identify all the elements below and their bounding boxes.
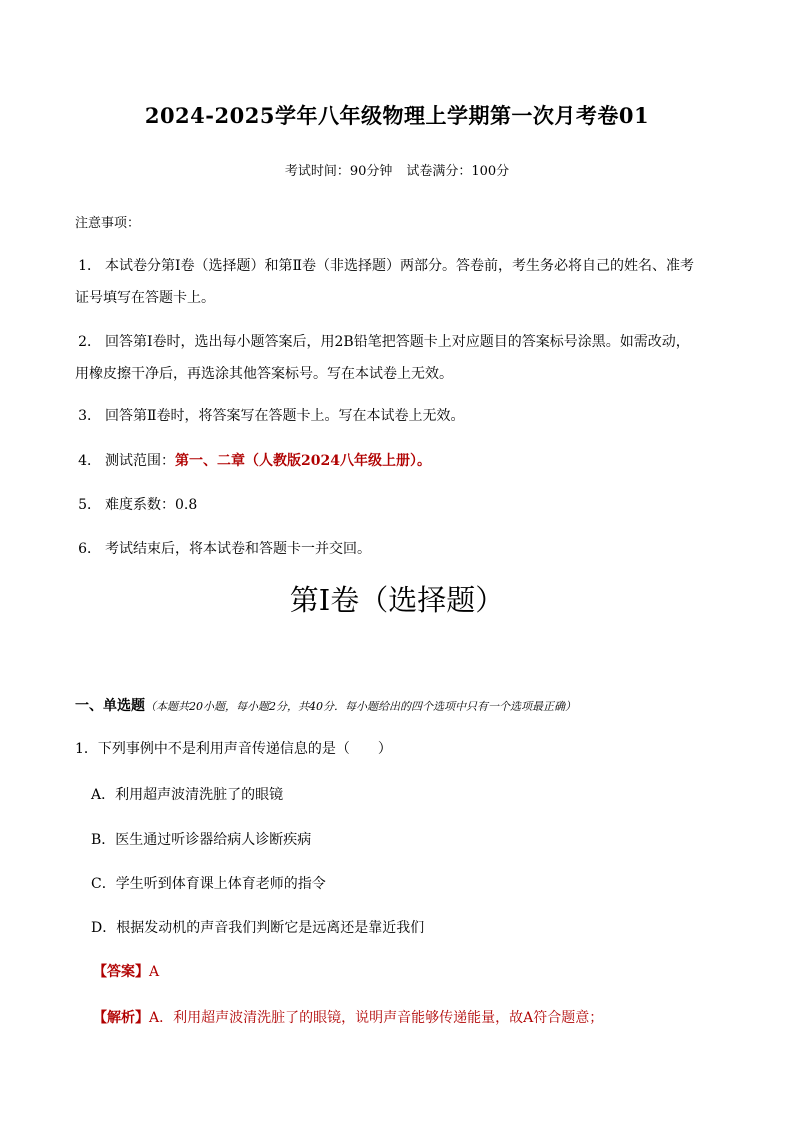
note-text-continued: 证号填写在答题卡上。 [75,290,215,306]
note-number: 2． [78,334,101,350]
option-a: A．利用超声波清洗脏了的眼镜 [91,787,284,803]
note-number: 1． [78,258,101,274]
note-item-4 [75,445,725,477]
option-d: D．根据发动机的声音我们判断它是远离还是靠近我们 [91,920,425,936]
question-stem: 1．下列事例中不是利用声音传递信息的是（ ） [75,741,392,757]
note-number: 4． [78,453,101,469]
analysis-tag: 【解析】 [93,1010,149,1026]
answer-value: A [149,964,160,980]
note-item-6 [75,533,725,565]
answer-line [93,961,159,981]
note-text: 回答第Ⅰ卷时，选出每小题答案后，用2B铅笔把答题卡上对应题目的答案标号涂黑。如需改动， [105,334,690,350]
note-text: 考试结束后，将本试卷和答题卡一并交回。 [105,541,371,557]
exam-info [0,160,794,179]
option-b: B．医生通过听诊器给病人诊断疾病 [91,832,312,848]
part-heading-label: 一、单选题 [75,698,145,714]
note-text-continued: 用橡皮擦干净后，再选涂其他答案标号。写在本试卷上无效。 [75,366,453,382]
section-title: 第Ⅰ卷（选择题） [289,583,505,617]
part-description: （本题共20小题，每小题2分，共40分．每小题给出的四个选项中只有一个选项最正确） [145,700,576,713]
full-score: 试卷满分：100分 [406,164,510,179]
analysis-line [93,1007,603,1027]
note-item-5 [75,489,725,521]
note-number: 5． [78,497,101,513]
part-heading [75,695,576,715]
note-text: 回答第Ⅱ卷时，将答案写在答题卡上。写在本试卷上无效。 [105,408,465,424]
note-item-1 [75,250,725,314]
note-text: 测试范围： [105,453,175,469]
note-text: 本试卷分第Ⅰ卷（选择题）和第Ⅱ卷（非选择题）两部分。答卷前，考生务必将自己的姓名、准考 [105,258,695,274]
exam-time: 考试时间：90分钟 [284,164,393,179]
note-number: 3． [78,408,101,424]
notes-label: 注意事项： [75,216,141,231]
option-c: C．学生听到体育课上体育老师的指令 [91,876,326,892]
note-item-2 [75,326,725,390]
document-title: 2024-2025学年八年级物理上学期第一次月考卷01 [144,103,650,128]
note-number: 6． [78,541,101,557]
note-item-3 [75,400,725,432]
note-text: 难度系数：0.8 [105,497,198,513]
test-scope-highlight: 第一、二章（人教版2024八年级上册）。 [175,453,431,469]
analysis-text: A．利用超声波清洗脏了的眼镜，说明声音能够传递能量，故A符合题意； [149,1010,604,1026]
answer-tag: 【答案】 [93,964,149,980]
